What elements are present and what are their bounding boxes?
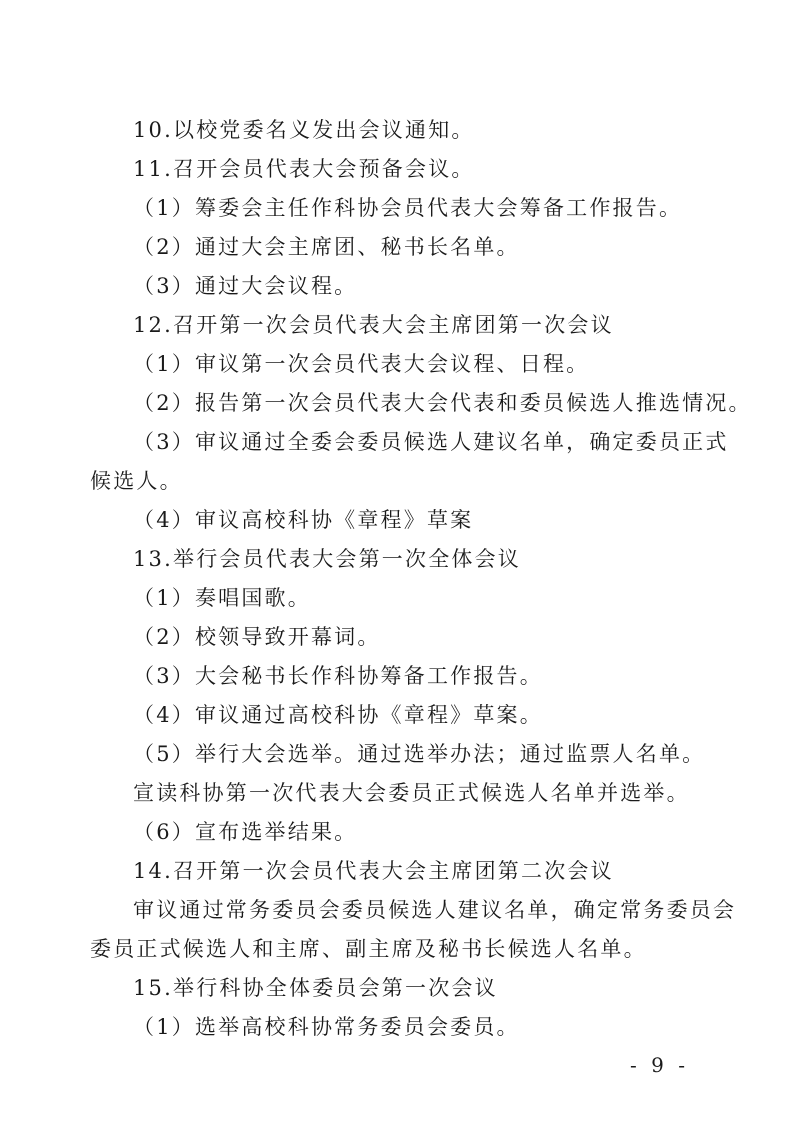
text-line-2: 11.召开会员代表大会预备会议。: [133, 157, 475, 181]
text-line-10: 候选人。: [90, 469, 183, 493]
text-line-18: 宣读科协第一次代表大会委员正式候选人名单并选举。: [133, 781, 690, 805]
text-line-24: （1）选举高校科协常务委员会委员。: [133, 1015, 520, 1039]
text-line-12: 13.举行会员代表大会第一次全体会议: [133, 547, 521, 571]
text-line-9: （3）审议通过全委会委员候选人建议名单，确定委员正式: [133, 430, 729, 454]
text-line-4: （2）通过大会主席团、秘书长名单。: [133, 235, 520, 259]
text-line-17: （5）举行大会选举。通过选举办法；通过监票人名单。: [133, 742, 706, 766]
text-line-7: （1）审议第一次会员代表大会议程、日程。: [133, 352, 590, 376]
text-line-15: （3）大会秘书长作科协筹备工作报告。: [133, 664, 543, 688]
text-line-1: 10.以校党委名义发出会议通知。: [133, 118, 475, 142]
text-line-13: （1）奏唱国歌。: [133, 586, 311, 610]
text-line-20: 14.召开第一次会员代表大会主席团第二次会议: [133, 859, 614, 883]
text-line-14: （2）校领导致开幕词。: [133, 625, 381, 649]
text-line-16: （4）审议通过高校科协《章程》草案。: [133, 703, 543, 727]
text-line-6: 12.召开第一次会员代表大会主席团第一次会议: [133, 313, 614, 337]
text-line-22: 委员正式候选人和主席、副主席及秘书长候选人名单。: [90, 937, 647, 961]
text-line-5: （3）通过大会议程。: [133, 274, 358, 298]
text-line-8: （2）报告第一次会员代表大会代表和委员候选人推选情况。: [133, 391, 752, 415]
text-line-19: （6）宣布选举结果。: [133, 820, 358, 844]
page-number: - 9 -: [630, 1053, 689, 1077]
text-line-21: 审议通过常务委员会委员候选人建议名单，确定常务委员会: [133, 898, 737, 922]
text-line-11: （4）审议高校科协《章程》草案: [133, 508, 474, 532]
text-line-23: 15.举行科协全体委员会第一次会议: [133, 976, 498, 1000]
text-line-3: （1）筹委会主任作科协会员代表大会筹备工作报告。: [133, 196, 683, 220]
